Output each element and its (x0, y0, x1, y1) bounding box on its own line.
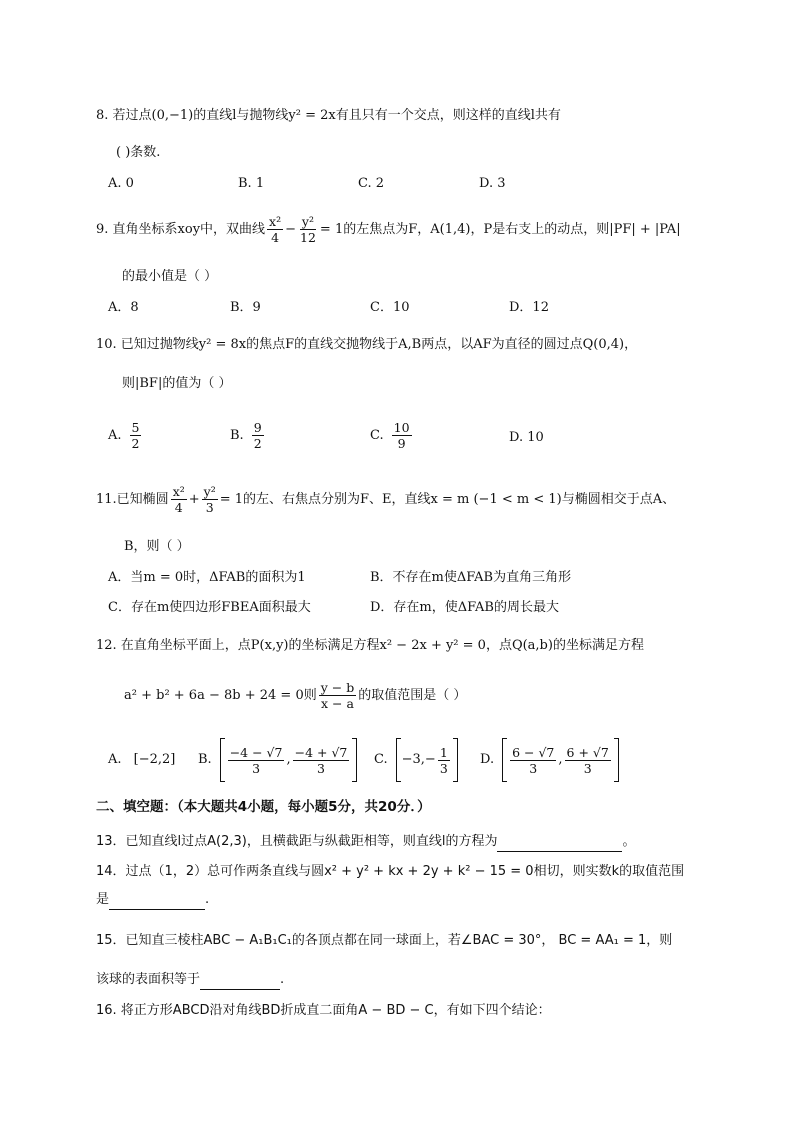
q12-option-c: C. −3,− $\frac{1}{3}$ (374, 738, 458, 782)
q15-stem: 15．已知直三棱柱ABC − A₁B₁C₁的各顶点都在同一球面上，若∠BAC = 30°， BC = AA₁ = 1，则 (96, 933, 673, 948)
q16-stem: 16. 将正方形ABCD沿对角线BD折成直二面角A − BD − C，有如下四个结论： (96, 1003, 551, 1018)
q10-stem: 10. 已知过抛物线y² = 8x的焦点F的直线交抛物线于A,B两点，以AF为直径的圆过点Q(0,4)， (96, 337, 638, 352)
q9-option-b: B．9 (230, 300, 261, 315)
q12-stem: 12. 在直角坐标平面上，点P(x,y)的坐标满足方程x² − 2x + y² = 0，点Q(a,b)的坐标满足方程 (96, 638, 644, 653)
q14-answer-blank[interactable] (109, 895, 205, 910)
q15-line2: 该球的表面积等于 . (96, 970, 284, 990)
q9-minus: − (285, 221, 297, 237)
q11-fraction-x: $\frac{\text{x²}}{4}$ (172, 484, 185, 515)
q10-stem-line2: 则|BF|的值为（ ） (122, 376, 232, 391)
q12-option-b: B. $\frac{-4 - √7}{3}$ , $\frac{-4 + √7}{3}$ (198, 738, 357, 782)
q11-option-b: B．不存在m使ΔFAB为直角三角形 (370, 570, 572, 585)
q10-option-d: D. 10 (509, 430, 544, 445)
q10-option-b: B. $\frac{9}{2}$ (230, 420, 262, 451)
q9-stem-a: 9. 直角坐标系xoy中，双曲线 (96, 221, 266, 237)
q12-stem-line2: a² + b² + 6a − 8b + 24 = 0则 $\frac{y - b}{x - a}$ 的取值范围是（ ） (124, 680, 467, 711)
q11-fraction-y: $\frac{\text{y²}}{3}$ (203, 484, 216, 515)
q10-option-a: A. $\frac{5}{2}$ (108, 420, 140, 451)
q13-answer-blank[interactable] (497, 837, 622, 852)
section-2-heading: 二、填空题：（本大题共4小题，每小题5分，共20分．） (96, 799, 431, 815)
q9-stem-b: = 1的左焦点为F，A(1,4)，P是右支上的动点，则|PF| + |PA| (319, 221, 681, 237)
q9-option-d: D．12 (509, 300, 549, 315)
q12-fraction: $\frac{y - b}{x - a}$ (320, 680, 355, 711)
q11-option-c: C．存在m使四边形FBEA面积最大 (108, 600, 311, 615)
q8-option-d: D. 3 (479, 176, 506, 191)
q8-option-c: C. 2 (358, 176, 385, 191)
q9-option-c: C．10 (370, 300, 410, 315)
q9-fraction-x: $\frac{\text{x²}}{4}$ (269, 214, 282, 245)
q9-option-a: A．8 (108, 300, 139, 315)
q11-option-d: D．存在m，使ΔFAB的周长最大 (370, 600, 559, 615)
q12-option-d: D. $\frac{6 - √7}{3}$ , $\frac{6 + √7}{3}$ (480, 738, 619, 782)
q9-fraction-y: $\frac{\text{y²}}{12}$ (300, 214, 316, 245)
q9-stem (96, 214, 681, 245)
q11-option-a: A．当m = 0时，ΔFAB的面积为1 (108, 570, 306, 585)
q8-stem-line2: ( )条数. (116, 145, 161, 160)
q10-option-c: C. $\frac{10}{9}$ (370, 420, 410, 451)
q11-stem-line2: B，则（ ） (124, 539, 190, 554)
q11-stem: 11.已知椭圆 $\frac{\text{x²}}{4}$ + $\frac{\text{y²}}{3}$ = 1的左、右焦点分别为F、E，直线x = m (−1 < m < 1)与椭圆相交于点A、 (96, 484, 676, 515)
q15-answer-blank[interactable] (200, 975, 280, 990)
q14-stem: 14．过点（1，2）总可作两条直线与圆x² + y² + kx + 2y + k² − 15 = 0相切，则实数k的取值范围 (96, 864, 685, 879)
q8-option-b: B. 1 (238, 176, 265, 191)
q12-option-a: A. [−2,2] (108, 752, 176, 767)
q8-option-a: A. 0 (108, 176, 134, 191)
q13-line: 13．已知直线l过点A(2,3)，且横截距与纵截距相等，则直线l的方程为 。 (96, 832, 636, 852)
q8-stem: 8. 若过点(0,−1)的直线l与抛物线y² = 2x有且只有一个交点，则这样的直线l共有 (96, 108, 561, 123)
q9-stem-line2: 的最小值是（ ） (122, 269, 218, 284)
q14-line2: 是 . (96, 890, 209, 910)
